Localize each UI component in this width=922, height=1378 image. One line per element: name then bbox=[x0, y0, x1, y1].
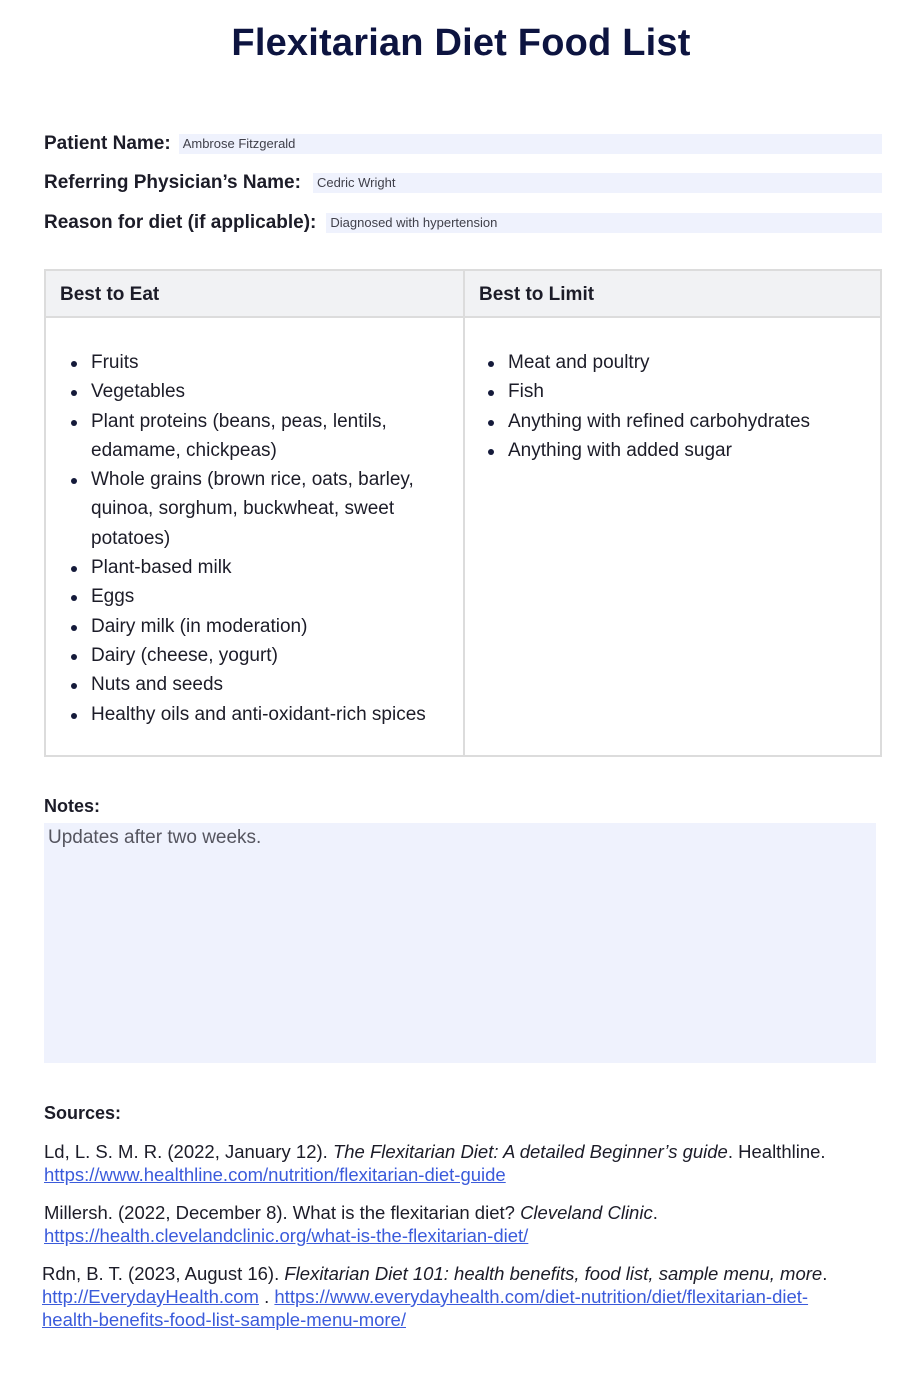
bullet-icon bbox=[71, 566, 77, 572]
bullet-icon bbox=[488, 390, 494, 396]
bullet-icon bbox=[71, 390, 77, 396]
bullet-icon bbox=[488, 420, 494, 426]
source-link[interactable]: https://health.clevelandclinic.org/what-is-the-flexitarian-diet/ bbox=[44, 1225, 529, 1246]
bullet-icon bbox=[488, 361, 494, 367]
list-item: Vegetables bbox=[60, 377, 449, 406]
list-item: Eggs bbox=[60, 582, 449, 611]
physician-name-label: Referring Physician’s Name: bbox=[44, 172, 301, 193]
reason-label: Reason for diet (if applicable): bbox=[44, 212, 317, 233]
list-item: Anything with refined carbohydrates bbox=[477, 407, 866, 436]
source-title: Flexitarian Diet 101: health benefits, food list, sample menu, more bbox=[284, 1263, 823, 1284]
list-item: Dairy (cheese, yogurt) bbox=[60, 641, 449, 670]
source-citation: Ld, L. S. M. R. (2022, January 12). The Flexitarian Diet: A detailed Beginner’s guide. Healthline. https://www.healthline.com/nutrition/flexitarian-diet-guide bbox=[44, 1141, 826, 1185]
bullet-icon bbox=[71, 683, 77, 689]
source-link[interactable]: http://EverydayHealth.com bbox=[42, 1286, 259, 1307]
bullet-icon bbox=[71, 713, 77, 719]
list-item: Meat and poultry bbox=[477, 348, 866, 377]
source-title: Cleveland Clinic bbox=[520, 1202, 653, 1223]
bullet-icon bbox=[71, 361, 77, 367]
list-item: Whole grains (brown rice, oats, barley, quinoa, sorghum, buckwheat, sweet potatoes) bbox=[60, 465, 449, 553]
notes-label: Notes: bbox=[44, 796, 101, 816]
physician-name-row bbox=[44, 172, 882, 194]
bullet-icon bbox=[71, 625, 77, 631]
list-item: Nuts and seeds bbox=[60, 670, 449, 699]
best-to-limit-list bbox=[477, 348, 866, 465]
source-citation: Millersh. (2022, December 8). What is the flexitarian diet? Cleveland Clinic. https://health.clevelandclinic.org/what-is-the-flexitarian-diet/ bbox=[44, 1202, 658, 1246]
bullet-icon bbox=[71, 478, 77, 484]
patient-name-field[interactable]: Ambrose Fitzgerald bbox=[179, 134, 882, 154]
best-to-eat-cell bbox=[46, 318, 465, 755]
list-item: Dairy milk (in moderation) bbox=[60, 612, 449, 641]
bullet-icon bbox=[71, 595, 77, 601]
source-link[interactable]: https://www.everydayhealth.com/diet-nutrition/diet/flexitarian-diet-health-benefits-food-list-sample-menu-more/ bbox=[42, 1286, 809, 1330]
source-citation: Rdn, B. T. (2023, August 16). Flexitarian Diet 101: health benefits, food list, sample menu, more. http://EverydayHealth.com . https://www.everydayhealth.com/diet-nutrition/diet/flexitarian-diet-health-benefits-food-list-sample-menu-more/ bbox=[42, 1263, 828, 1330]
bullet-icon bbox=[488, 449, 494, 455]
list-item: Fish bbox=[477, 377, 866, 406]
header-best-to-eat: Best to Eat bbox=[46, 271, 465, 318]
list-item: Fruits bbox=[60, 348, 449, 377]
best-to-limit-cell bbox=[465, 318, 880, 755]
food-table bbox=[44, 269, 882, 757]
list-item: Plant proteins (beans, peas, lentils, edamame, chickpeas) bbox=[60, 407, 449, 466]
patient-name-label: Patient Name: bbox=[44, 133, 171, 154]
reason-field[interactable]: Diagnosed with hypertension bbox=[326, 213, 882, 233]
patient-name-row bbox=[44, 133, 882, 155]
physician-name-field[interactable]: Cedric Wright bbox=[313, 173, 882, 193]
page-title: Flexitarian Diet Food List bbox=[231, 22, 691, 64]
reason-row bbox=[44, 212, 882, 234]
source-link[interactable]: https://www.healthline.com/nutrition/flexitarian-diet-guide bbox=[44, 1164, 506, 1185]
list-item: Plant-based milk bbox=[60, 553, 449, 582]
list-item: Healthy oils and anti-oxidant-rich spices bbox=[60, 700, 449, 729]
notes-field[interactable]: Updates after two weeks. bbox=[44, 823, 876, 1063]
sources-label: Sources: bbox=[44, 1103, 122, 1123]
header-best-to-limit: Best to Limit bbox=[465, 271, 880, 318]
bullet-icon bbox=[71, 420, 77, 426]
list-item: Anything with added sugar bbox=[477, 436, 866, 465]
source-title: The Flexitarian Diet: A detailed Beginner’s guide bbox=[332, 1141, 728, 1162]
best-to-eat-list bbox=[60, 348, 449, 729]
bullet-icon bbox=[71, 654, 77, 660]
